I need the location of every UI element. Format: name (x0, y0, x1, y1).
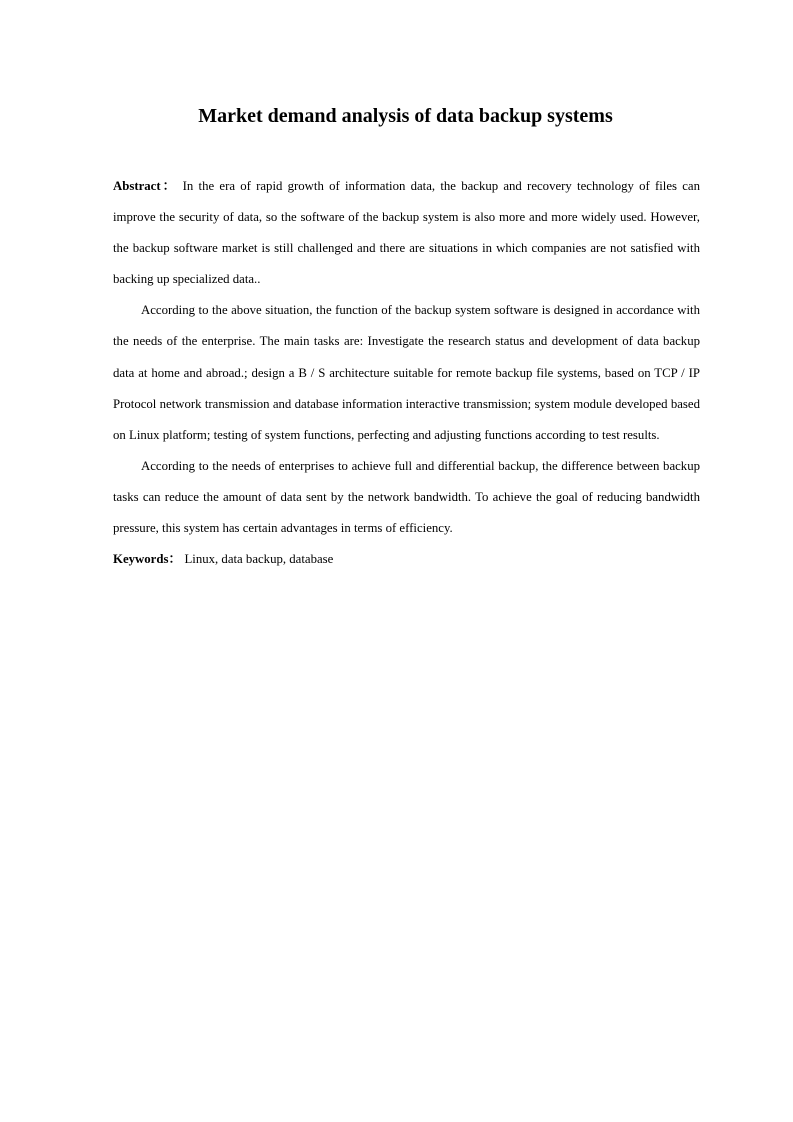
body-paragraph-3: According to the needs of enterprises to achieve full and differential backup, the difference between backup tasks can reduce the amount of data sent by the network bandwidth. To achieve the goal of reducing bandwidth pressure, this system has certain advantages in terms of efficiency. (113, 458, 700, 536)
abstract-paragraph (113, 171, 700, 295)
abstract-text: In the era of rapid growth of information data, the backup and recovery technology of files can improve the security of data, so the software of the backup system is also more and more widely used. However, the backup software market is still challenged and there are situations in which companies are not satisfied with backing up specialized data.. (113, 179, 700, 287)
abstract-section (113, 171, 700, 575)
body-paragraph-2: According to the above situation, the function of the backup system software is designed in accordance with the needs of the enterprise. The main tasks are: Investigate the research status and development of data backup data at home and abroad.; design a B / S architecture suitable for remote backup file systems, based on TCP / IP Protocol network transmission and database information interactive transmission; system module developed based on Linux platform; testing of system functions, perfecting and adjusting functions according to test results. (113, 303, 700, 442)
keywords-line (113, 544, 700, 575)
paper-title: Market demand analysis of data backup systems (198, 105, 613, 127)
keywords-text: Linux, data backup, database (181, 552, 334, 567)
abstract-label: Abstract： (113, 179, 178, 193)
keywords-label: Keywords： (113, 552, 182, 567)
